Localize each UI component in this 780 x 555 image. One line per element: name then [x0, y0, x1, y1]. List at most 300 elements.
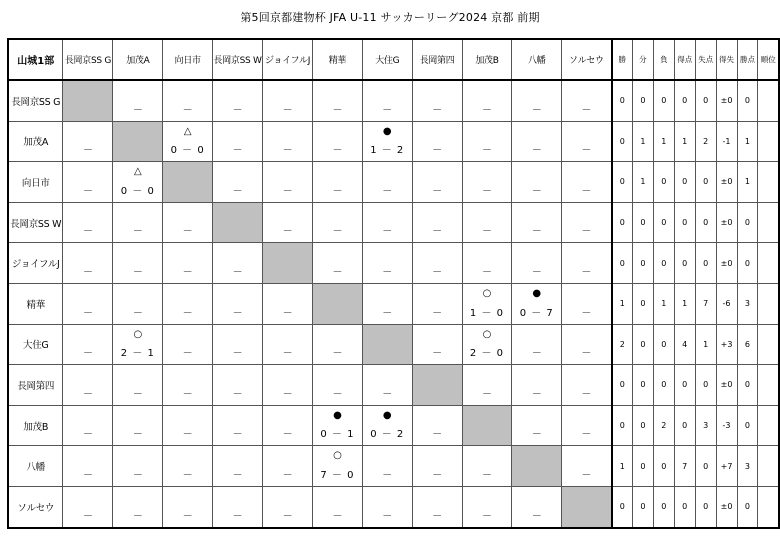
result-mark: ●	[333, 409, 342, 421]
stat-value: 1	[612, 283, 633, 324]
stat-value: 3	[737, 283, 758, 324]
row-team-name: 加茂A	[8, 121, 63, 162]
match-result-cell	[113, 202, 163, 243]
result-mark: ○	[333, 450, 342, 462]
team-row	[8, 324, 779, 365]
stat-value: ±0	[716, 80, 737, 121]
stat-column-header: 勝	[612, 39, 633, 80]
match-result-cell	[113, 80, 163, 121]
match-result-cell	[263, 202, 313, 243]
match-result-cell	[263, 121, 313, 162]
unplayed-dash: －	[581, 226, 592, 238]
stat-value: 0	[737, 365, 758, 406]
unplayed-dash: －	[382, 266, 393, 278]
unplayed-dash: －	[481, 226, 492, 238]
self-match-cell	[362, 324, 412, 365]
match-result-cell	[63, 162, 113, 203]
row-team-name: 精華	[8, 283, 63, 324]
match-result-cell	[313, 486, 363, 527]
match-result-cell	[263, 446, 313, 487]
unplayed-dash: －	[82, 388, 93, 400]
stat-value: +7	[716, 446, 737, 487]
match-result-cell	[113, 243, 163, 284]
column-team-header: 長岡京SS W	[213, 39, 263, 80]
stat-value: ±0	[716, 486, 737, 527]
stat-value: 0	[612, 80, 633, 121]
match-result-cell	[213, 283, 263, 324]
match-result-cell	[362, 283, 412, 324]
unplayed-dash: －	[232, 307, 243, 319]
match-result-cell	[562, 80, 612, 121]
row-team-name: ソルセウ	[8, 486, 63, 527]
unplayed-dash: －	[182, 388, 193, 400]
unplayed-dash: －	[282, 104, 293, 116]
unplayed-dash: －	[332, 388, 343, 400]
unplayed-dash: －	[132, 388, 143, 400]
match-result-cell	[63, 486, 113, 527]
unplayed-dash: －	[132, 510, 143, 522]
unplayed-dash: －	[332, 510, 343, 522]
match-result-cell	[163, 324, 213, 365]
stat-value: 0	[737, 486, 758, 527]
stat-value: 0	[695, 365, 716, 406]
match-result-cell	[63, 202, 113, 243]
unplayed-dash: －	[432, 510, 443, 522]
stat-value: 0	[653, 243, 674, 284]
match-result-cell	[462, 121, 512, 162]
stat-value: ±0	[716, 365, 737, 406]
match-result-cell	[362, 365, 412, 406]
result-mark: ●	[382, 125, 392, 137]
match-result-cell	[113, 283, 163, 324]
unplayed-dash: －	[382, 226, 393, 238]
stat-value: 3	[695, 405, 716, 446]
unplayed-dash: －	[581, 185, 592, 197]
unplayed-dash: －	[481, 388, 492, 400]
match-result-cell	[562, 243, 612, 284]
team-row	[8, 80, 779, 121]
match-result-cell	[313, 405, 363, 446]
stat-value: 1	[653, 121, 674, 162]
unplayed-dash: －	[531, 226, 542, 238]
unplayed-dash: －	[232, 348, 243, 360]
stat-value: 1	[653, 283, 674, 324]
unplayed-dash: －	[82, 469, 93, 481]
match-result-cell	[512, 405, 562, 446]
stat-value: 0	[674, 202, 695, 243]
unplayed-dash: －	[282, 429, 293, 441]
match-result-cell	[63, 365, 113, 406]
match-result-cell	[213, 324, 263, 365]
unplayed-dash: －	[132, 429, 143, 441]
match-result-cell	[163, 486, 213, 527]
unplayed-dash: －	[432, 104, 443, 116]
match-result-cell	[412, 283, 462, 324]
stat-value: 0	[653, 324, 674, 365]
match-result-cell	[63, 121, 113, 162]
unplayed-dash: －	[432, 348, 443, 360]
unplayed-dash: －	[82, 307, 93, 319]
unplayed-dash: －	[232, 145, 243, 157]
result-mark: △	[183, 125, 192, 137]
match-result-cell	[562, 365, 612, 406]
match-score: 2 － 0	[469, 348, 504, 360]
match-result-cell	[163, 80, 213, 121]
match-result-cell	[412, 162, 462, 203]
unplayed-dash: －	[531, 185, 542, 197]
unplayed-dash: －	[132, 266, 143, 278]
match-result-cell	[263, 486, 313, 527]
match-result-cell	[313, 243, 363, 284]
match-score: 0 － 1	[320, 429, 355, 441]
self-match-cell	[512, 446, 562, 487]
match-result-cell	[362, 80, 412, 121]
match-result-cell	[213, 486, 263, 527]
unplayed-dash: －	[581, 388, 592, 400]
unplayed-dash: －	[182, 226, 193, 238]
stat-column-header: 分	[632, 39, 653, 80]
unplayed-dash: －	[581, 469, 592, 481]
stat-value: 1	[632, 162, 653, 203]
unplayed-dash: －	[282, 185, 293, 197]
self-match-cell	[462, 405, 512, 446]
stat-value	[758, 446, 779, 487]
stat-value: 0	[632, 80, 653, 121]
stat-value: 0	[612, 365, 633, 406]
team-row	[8, 202, 779, 243]
unplayed-dash: －	[82, 185, 93, 197]
stat-value	[758, 486, 779, 527]
match-score: 1 － 2	[370, 145, 405, 157]
match-score: 7 － 0	[320, 469, 355, 481]
stat-value: 1	[674, 283, 695, 324]
stat-value: 0	[612, 162, 633, 203]
stat-value: ±0	[716, 202, 737, 243]
stat-value: 0	[653, 162, 674, 203]
unplayed-dash: －	[82, 145, 93, 157]
unplayed-dash: －	[531, 348, 542, 360]
stat-column-header: 順位	[758, 39, 779, 80]
match-score: 0 － 0	[170, 145, 205, 157]
team-row	[8, 283, 779, 324]
unplayed-dash: －	[382, 104, 393, 116]
unplayed-dash: －	[132, 226, 143, 238]
match-result-cell	[163, 202, 213, 243]
column-team-header: ソルセウ	[562, 39, 612, 80]
stat-value: 1	[674, 121, 695, 162]
match-result-cell	[362, 405, 412, 446]
unplayed-dash: －	[132, 307, 143, 319]
match-result-cell	[213, 243, 263, 284]
match-result-cell	[512, 80, 562, 121]
column-team-header: 長岡京SS G	[63, 39, 113, 80]
match-result-cell	[362, 446, 412, 487]
team-row	[8, 446, 779, 487]
match-result-cell	[113, 446, 163, 487]
stat-value: 3	[737, 446, 758, 487]
unplayed-dash: －	[531, 510, 542, 522]
unplayed-dash: －	[531, 388, 542, 400]
stat-value: ±0	[716, 162, 737, 203]
match-result-cell	[313, 121, 363, 162]
stat-value: 0	[737, 202, 758, 243]
unplayed-dash: －	[82, 266, 93, 278]
stat-value	[758, 162, 779, 203]
column-team-header: ジョイフルJ	[263, 39, 313, 80]
result-mark: ●	[532, 287, 542, 299]
row-team-name: 八幡	[8, 446, 63, 487]
self-match-cell	[562, 486, 612, 527]
match-result-cell	[462, 162, 512, 203]
stat-value: 0	[632, 243, 653, 284]
stat-value	[758, 121, 779, 162]
unplayed-dash: －	[82, 348, 93, 360]
unplayed-dash: －	[132, 469, 143, 481]
unplayed-dash: －	[382, 307, 393, 319]
match-result-cell	[412, 121, 462, 162]
unplayed-dash: －	[432, 429, 443, 441]
stat-column-header: 負	[653, 39, 674, 80]
self-match-cell	[113, 121, 163, 162]
stat-value: 2	[695, 121, 716, 162]
result-mark: ○	[482, 328, 492, 340]
column-team-header: 大住G	[362, 39, 412, 80]
team-row	[8, 243, 779, 284]
unplayed-dash: －	[531, 266, 542, 278]
unplayed-dash: －	[481, 185, 492, 197]
match-result-cell	[263, 80, 313, 121]
unplayed-dash: －	[232, 469, 243, 481]
match-result-cell	[63, 324, 113, 365]
unplayed-dash: －	[382, 510, 393, 522]
match-result-cell	[63, 243, 113, 284]
match-result-cell	[313, 365, 363, 406]
stat-value: 1	[695, 324, 716, 365]
stat-value: 0	[632, 446, 653, 487]
self-match-cell	[163, 162, 213, 203]
match-result-cell	[362, 202, 412, 243]
unplayed-dash: －	[232, 388, 243, 400]
match-result-cell	[562, 405, 612, 446]
match-result-cell	[562, 324, 612, 365]
stat-value: 0	[695, 162, 716, 203]
stat-value: 0	[632, 486, 653, 527]
stat-value: 0	[695, 80, 716, 121]
match-result-cell	[362, 243, 412, 284]
stat-value	[758, 405, 779, 446]
match-result-cell	[362, 486, 412, 527]
unplayed-dash: －	[282, 469, 293, 481]
stat-value	[758, 243, 779, 284]
match-result-cell	[562, 202, 612, 243]
stat-value: 0	[737, 405, 758, 446]
stat-value: 0	[674, 405, 695, 446]
header-row	[8, 39, 779, 80]
match-result-cell	[263, 162, 313, 203]
stat-value: 7	[695, 283, 716, 324]
match-result-cell	[412, 446, 462, 487]
row-team-name: 向日市	[8, 162, 63, 203]
stat-value: 0	[674, 80, 695, 121]
match-result-cell	[163, 243, 213, 284]
match-result-cell	[113, 324, 163, 365]
stat-value: 0	[612, 486, 633, 527]
stat-value: ±0	[716, 243, 737, 284]
unplayed-dash: －	[531, 429, 542, 441]
unplayed-dash: －	[581, 266, 592, 278]
stat-value: 0	[632, 324, 653, 365]
unplayed-dash: －	[282, 510, 293, 522]
match-result-cell	[213, 446, 263, 487]
match-result-cell	[63, 283, 113, 324]
match-result-cell	[462, 243, 512, 284]
unplayed-dash: －	[481, 469, 492, 481]
match-result-cell	[412, 324, 462, 365]
stat-value: 0	[612, 202, 633, 243]
stat-value: +3	[716, 324, 737, 365]
stat-value: 4	[674, 324, 695, 365]
match-result-cell	[462, 324, 512, 365]
match-result-cell	[113, 365, 163, 406]
match-result-cell	[412, 405, 462, 446]
stat-value: 2	[612, 324, 633, 365]
column-team-header: 加茂B	[462, 39, 512, 80]
match-score: 0 － 2	[370, 429, 405, 441]
column-team-header: 加茂A	[113, 39, 163, 80]
stat-value: 0	[653, 80, 674, 121]
result-mark: ○	[133, 328, 143, 340]
match-result-cell	[562, 446, 612, 487]
stat-value: 0	[632, 283, 653, 324]
unplayed-dash: －	[182, 266, 193, 278]
stat-value: 0	[653, 202, 674, 243]
page-title: 第5回京都建物杯 JFA U-11 サッカーリーグ2024 京都 前期	[240, 11, 540, 24]
unplayed-dash: －	[182, 348, 193, 360]
match-result-cell	[263, 324, 313, 365]
match-result-cell	[63, 405, 113, 446]
team-row	[8, 486, 779, 527]
result-mark: △	[133, 166, 142, 178]
match-result-cell	[213, 162, 263, 203]
match-result-cell	[113, 162, 163, 203]
unplayed-dash: －	[332, 104, 343, 116]
unplayed-dash: －	[332, 266, 343, 278]
stat-value: 7	[674, 446, 695, 487]
match-result-cell	[63, 446, 113, 487]
match-result-cell	[163, 283, 213, 324]
match-result-cell	[263, 405, 313, 446]
stat-value: 0	[695, 202, 716, 243]
unplayed-dash: －	[432, 185, 443, 197]
row-team-name: 大住G	[8, 324, 63, 365]
stat-value: 0	[612, 243, 633, 284]
stat-value: 0	[674, 365, 695, 406]
match-result-cell	[512, 283, 562, 324]
row-team-name: 加茂B	[8, 405, 63, 446]
match-result-cell	[462, 202, 512, 243]
unplayed-dash: －	[432, 469, 443, 481]
stat-value: 0	[653, 446, 674, 487]
match-result-cell	[512, 162, 562, 203]
team-row	[8, 121, 779, 162]
match-result-cell	[462, 80, 512, 121]
unplayed-dash: －	[282, 388, 293, 400]
unplayed-dash: －	[581, 145, 592, 157]
unplayed-dash: －	[282, 307, 293, 319]
unplayed-dash: －	[481, 145, 492, 157]
division-label: 山城1部	[8, 39, 63, 80]
stat-value: 1	[737, 162, 758, 203]
stat-value: 2	[653, 405, 674, 446]
stat-value	[758, 324, 779, 365]
match-result-cell	[263, 283, 313, 324]
match-result-cell	[313, 80, 363, 121]
stat-value: 0	[695, 446, 716, 487]
match-result-cell	[313, 162, 363, 203]
match-result-cell	[512, 121, 562, 162]
match-result-cell	[512, 486, 562, 527]
unplayed-dash: －	[432, 226, 443, 238]
unplayed-dash: －	[232, 510, 243, 522]
stat-column-header: 失点	[695, 39, 716, 80]
unplayed-dash: －	[82, 429, 93, 441]
unplayed-dash: －	[581, 307, 592, 319]
self-match-cell	[213, 202, 263, 243]
match-result-cell	[412, 243, 462, 284]
match-result-cell	[313, 324, 363, 365]
stat-value: 1	[612, 446, 633, 487]
unplayed-dash: －	[282, 145, 293, 157]
stat-value: 0	[632, 405, 653, 446]
unplayed-dash: －	[182, 104, 193, 116]
unplayed-dash: －	[432, 307, 443, 319]
match-result-cell	[512, 202, 562, 243]
match-score: 2 － 1	[120, 348, 155, 360]
self-match-cell	[412, 365, 462, 406]
stat-column-header: 得点	[674, 39, 695, 80]
unplayed-dash: －	[282, 348, 293, 360]
stat-value: 0	[695, 243, 716, 284]
stat-value: 1	[737, 121, 758, 162]
row-team-name: ジョイフルJ	[8, 243, 63, 284]
unplayed-dash: －	[432, 145, 443, 157]
result-mark: ○	[482, 287, 492, 299]
match-result-cell	[462, 486, 512, 527]
unplayed-dash: －	[182, 429, 193, 441]
unplayed-dash: －	[581, 429, 592, 441]
unplayed-dash: －	[182, 307, 193, 319]
stat-value	[758, 202, 779, 243]
unplayed-dash: －	[531, 145, 542, 157]
match-score: 1 － 0	[469, 307, 504, 319]
unplayed-dash: －	[332, 226, 343, 238]
match-result-cell	[313, 446, 363, 487]
stat-value: 0	[737, 80, 758, 121]
league-table	[7, 38, 780, 529]
match-result-cell	[512, 324, 562, 365]
stat-value: 0	[612, 405, 633, 446]
unplayed-dash: －	[182, 510, 193, 522]
self-match-cell	[263, 243, 313, 284]
team-row	[8, 365, 779, 406]
match-result-cell	[213, 405, 263, 446]
team-row	[8, 405, 779, 446]
match-result-cell	[163, 121, 213, 162]
match-result-cell	[412, 80, 462, 121]
stat-value	[758, 80, 779, 121]
unplayed-dash: －	[82, 226, 93, 238]
stat-value: 1	[632, 121, 653, 162]
